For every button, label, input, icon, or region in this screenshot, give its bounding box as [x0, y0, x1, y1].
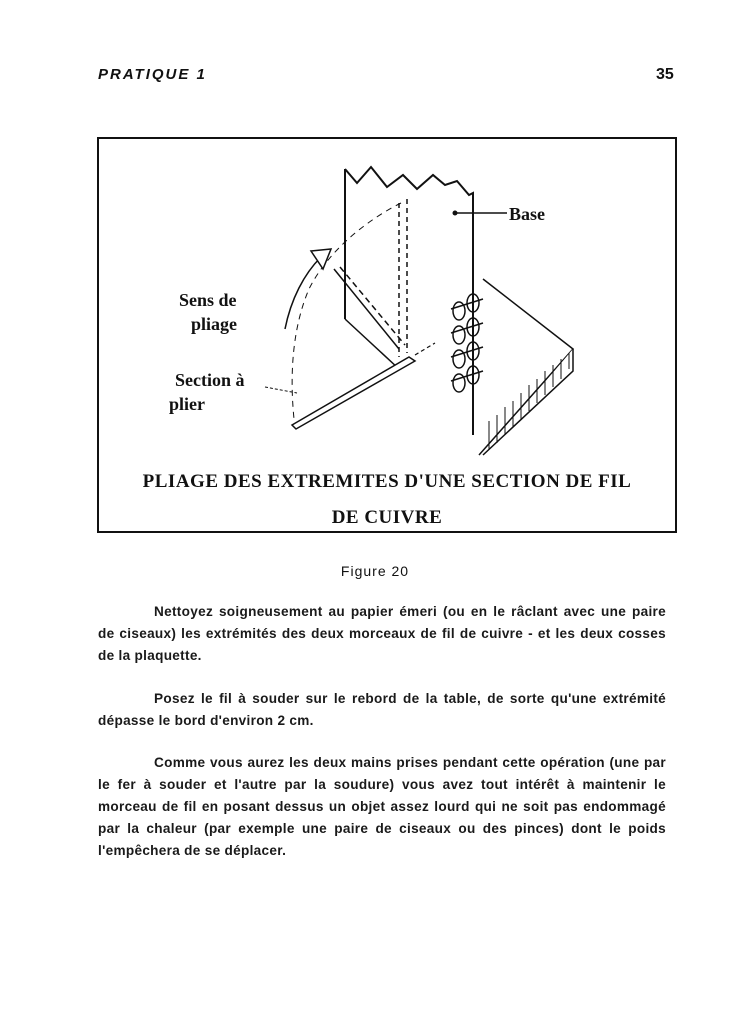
figure-caption-line1: PLIAGE DES EXTREMITES D'UNE SECTION DE FIL	[142, 471, 632, 492]
label-section-line1: Section à	[175, 370, 245, 390]
direction-arrow-shaft	[285, 257, 321, 329]
figure-frame	[97, 137, 677, 533]
label-sens-line2: pliage	[191, 314, 238, 334]
paragraph-2-text: Posez le fil à souder sur le rebord de la table, de sorte qu'une extrémité dépasse le bord d'environ 2 cm.	[98, 691, 666, 728]
wire-section	[292, 357, 415, 429]
base-panel	[345, 167, 473, 435]
label-section-line2: plier	[169, 394, 205, 414]
label-sens-line1: Sens de	[179, 290, 237, 310]
wire-bent-2	[340, 267, 405, 345]
paragraph-3-text: Comme vous aurez les deux mains prises pendant cette opération (une par le fer à souder et l'autre par la soudure) vous avez tout intérêt à maintenir le morceau de fil en posant dessus un objet assez lourd qui ne soit pas endommagé par la chaleur (par exemple une paire de ciseaux ou des pinces) dont le poids l'empêchera de se déplacer.	[98, 755, 666, 858]
page-number: 35	[656, 66, 674, 83]
fold-arc	[292, 203, 401, 419]
folded-section-outline	[399, 199, 407, 357]
paragraph-2	[98, 688, 666, 732]
base-leader-dot	[453, 211, 458, 216]
page-header-title: PRATIQUE 1	[98, 66, 207, 83]
wire-bent	[334, 269, 399, 349]
label-base: Base	[509, 204, 545, 224]
figure-number: Figure 20	[340, 563, 410, 579]
base-panel-inner-edge	[345, 319, 399, 369]
solder-tags	[451, 294, 483, 392]
figure-caption-line2: DE CUIVRE	[331, 507, 443, 528]
paragraph-1-text: Nettoyez soigneusement au papier émeri (ou en le râclant avec une paire de ciseaux) les extrémités des deux morceaux de fil de cuivre - et les deux cosses de la plaquette.	[98, 604, 666, 663]
paragraph-1	[98, 601, 666, 667]
wire-tip	[415, 343, 435, 355]
direction-arrow-head	[311, 249, 331, 269]
paragraph-3	[98, 752, 666, 862]
